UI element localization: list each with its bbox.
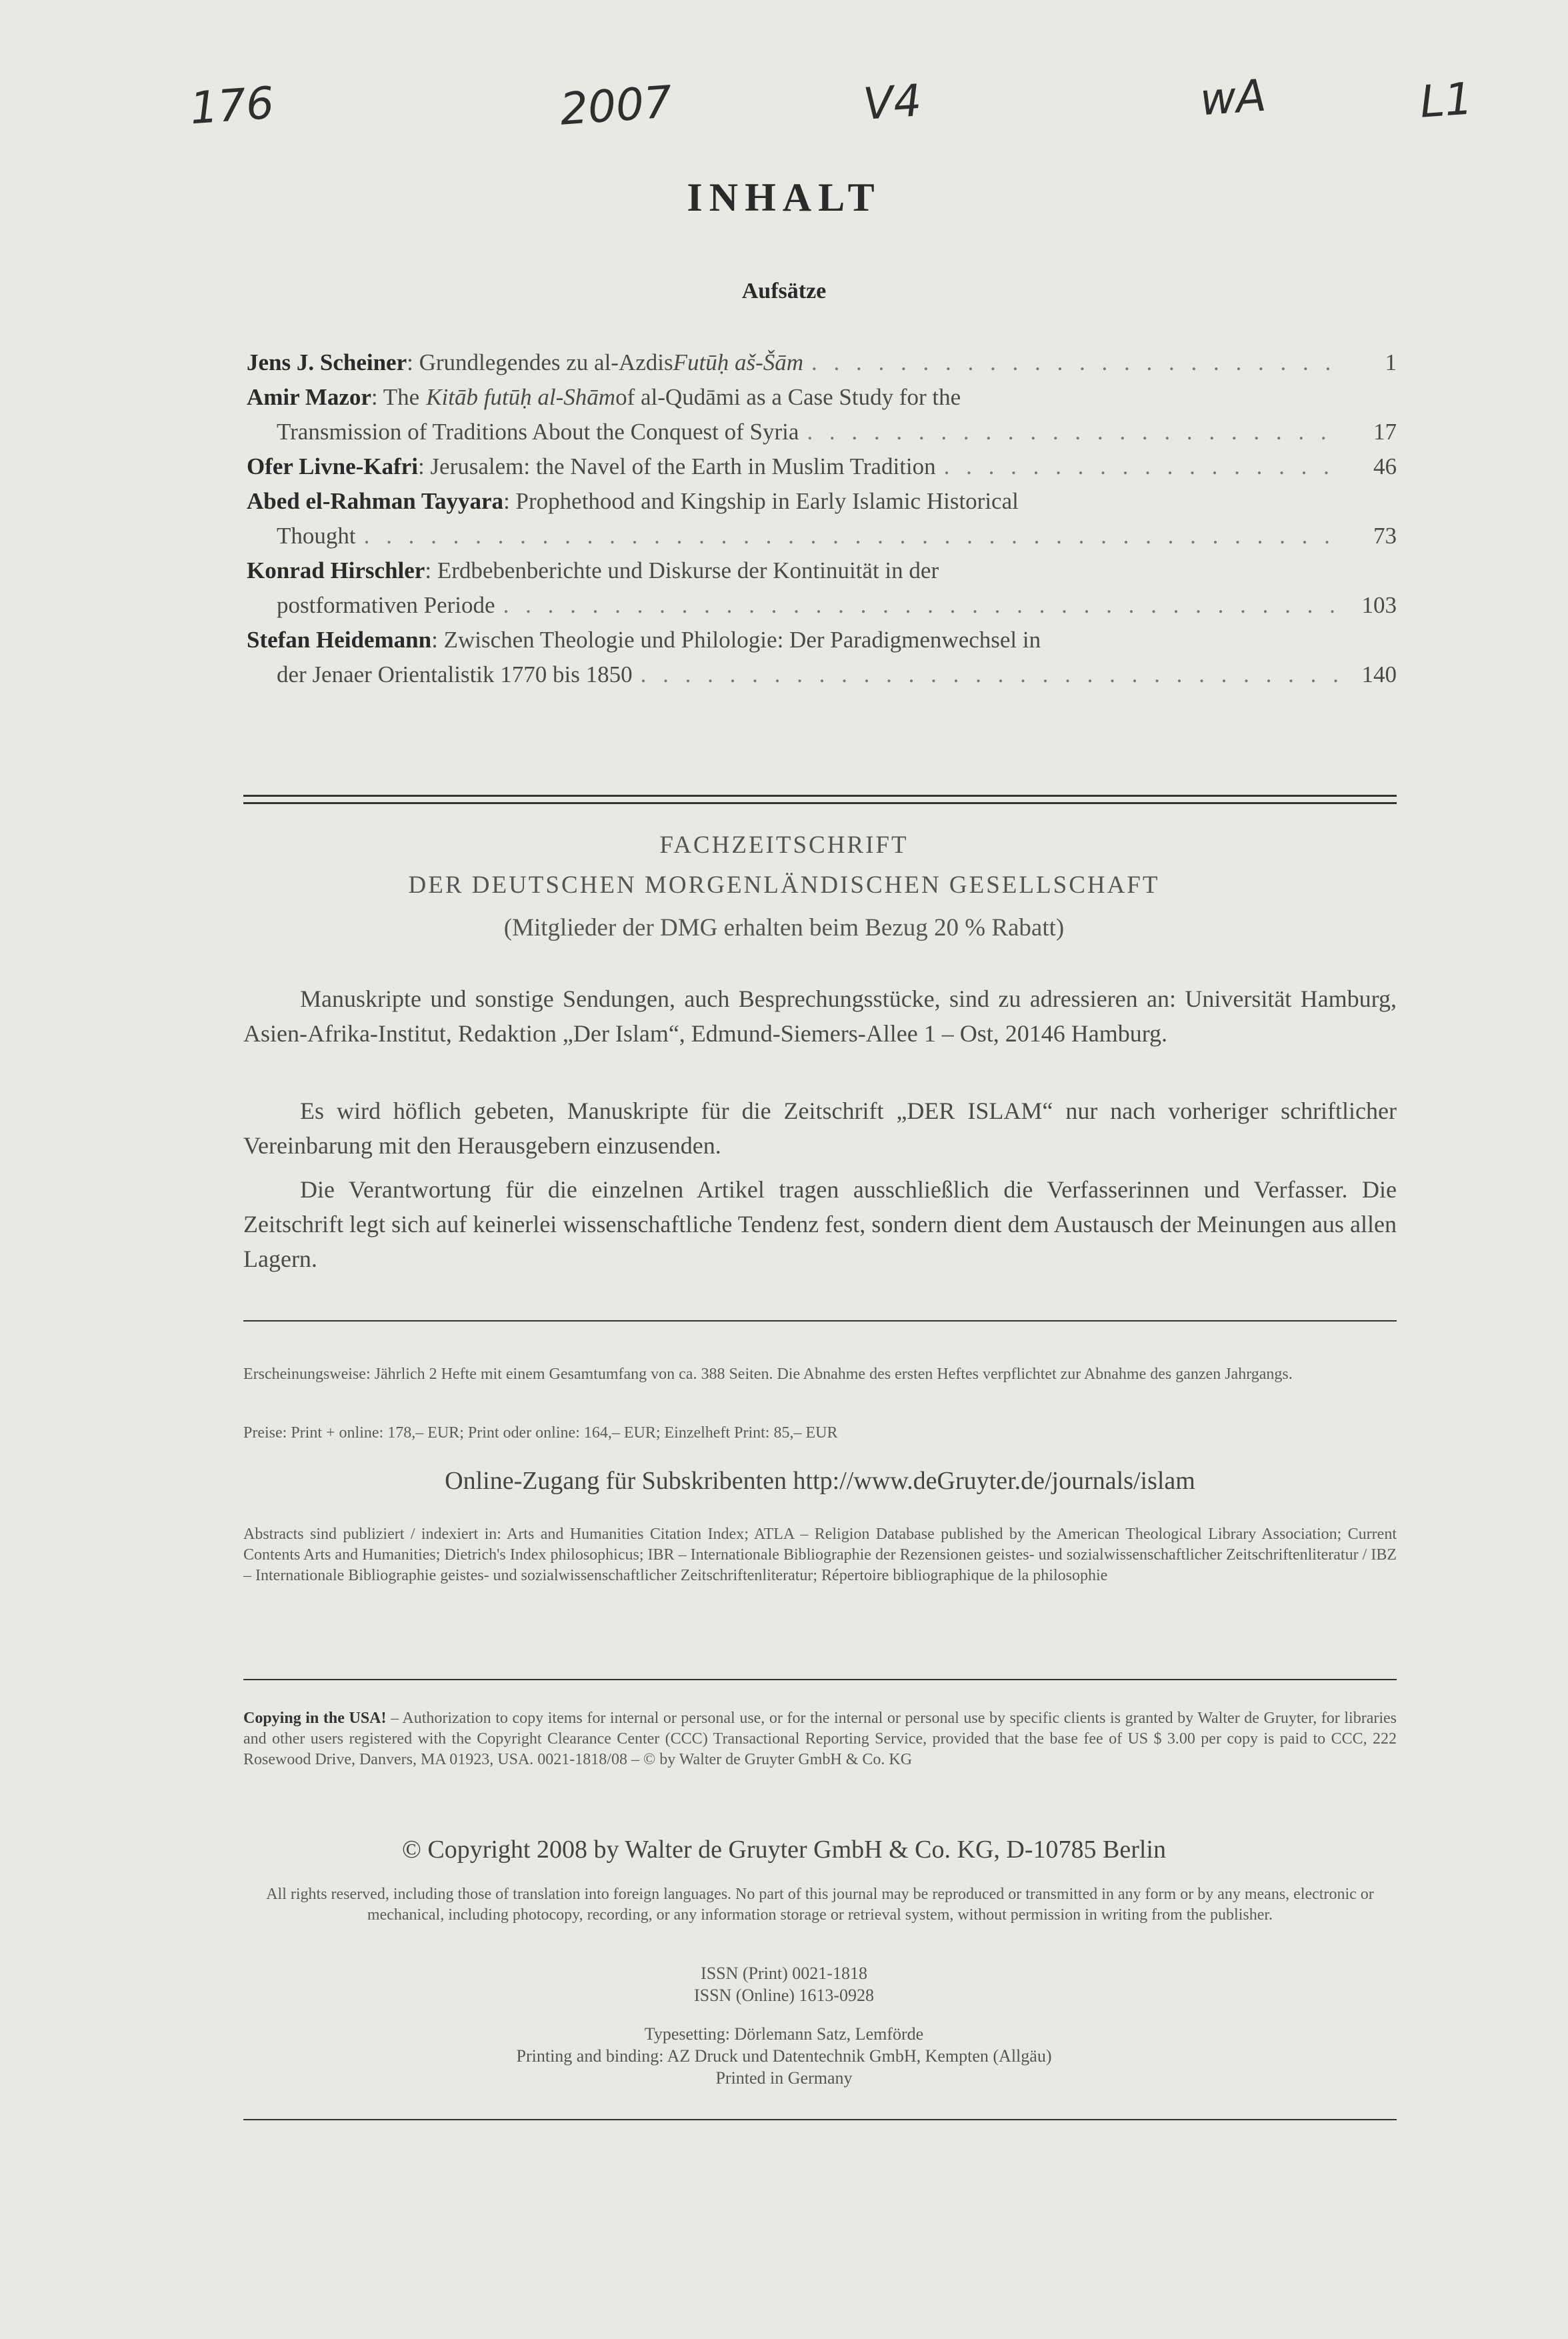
responsibility-paragraph: Die Verantwortung für die einzelnen Artikel tragen ausschließlich die Verfasserinnen und Verfasser. Die Zeitschrift legt sich auf keinerlei wissenschaftliche Tendenz fest, sondern dient dem Austausch der Meinungen aus allen Lagern. [243,1176,1397,1272]
toc-entry [247,380,1397,449]
toc-leader [944,449,1342,484]
toc-leader [641,657,1342,692]
toc-leader [364,519,1342,553]
toc-author: Ofer Livne-Kafri [247,453,418,479]
toc-title: der Jenaer Orientalistik 1770 bis 1850 [277,661,633,687]
toc-author: Konrad Hirschler [247,557,425,583]
prices: Preise: Print + online: 178,– EUR; Print oder online: 164,– EUR; Einzelheft Print: 85,– EUR [243,1424,838,1442]
abstracts-indexing: Abstracts sind publiziert / indexiert in: Arts and Humanities Citation Index; ATLA – Religion Database published by the American Theological Library Association; Current Contents Arts and Humanities; Dietrich's Index philosophicus; IBR – Internationale Bibliographie der Rezensionen geistes- und sozialwissenschaftlicher Zeitschriftenliteratur / IBZ – Internationale Bibliographie geistes- und sozialwissenschaftlicher Zeitschriftenliteratur; Répertoire bibliographique de la philosophie [243,1526,1397,1584]
toc-page: 103 [1361,592,1397,618]
toc-title: : Prophethood and Kingship in Early Islamic Historical [503,488,1019,514]
divider [243,802,1397,804]
typesetting-credit: Typesetting: Dörlemann Satz, Lemförde [644,2024,924,2044]
toc-author: Jens J. Scheiner [247,349,407,375]
toc-page: 140 [1361,661,1397,687]
section-heading: Aufsätze [741,279,827,303]
toc-page: 73 [1373,523,1397,549]
handwritten-note: 176 [188,77,276,135]
printed-in: Printed in Germany [715,2068,853,2088]
handwritten-note: 2007 [558,76,674,135]
handwritten-note: wA [1198,69,1268,126]
toc-entry [247,553,1397,623]
toc-title: : Erdbebenberichte und Diskurse der Kontinuität in der [425,557,939,583]
issn-print: ISSN (Print) 0021-1818 [701,1964,867,1983]
toc-page: 46 [1373,453,1397,479]
toc-entry [247,449,1397,484]
toc-title: postformativen Periode [277,592,495,618]
toc-title-italic: Futūḥ aš-Šām [673,349,804,375]
society-name: DER DEUTSCHEN MORGENLÄNDISCHEN GESELLSCHAFT [408,871,1160,899]
handwritten-note: V4 [861,75,923,130]
submission-paragraph: Es wird höflich gebeten, Manuskripte für die Zeitschrift „DER ISLAM“ nur nach vorheriger schriftlicher Vereinbarung mit den Herausgebern einzusenden. [243,1097,1397,1159]
toc-title: : The [371,384,420,410]
journal-type: FACHZEITSCHRIFT [659,831,909,859]
online-access: Online-Zugang für Subskribenten http://www.deGruyter.de/journals/islam [445,1467,1195,1495]
toc-title: : Grundlegendes zu al-Azdis [407,349,673,375]
issn-online: ISSN (Online) 1613-0928 [693,1986,875,2005]
divider [243,1320,1397,1322]
printing-credit: Printing and binding: AZ Druck und Datentechnik GmbH, Kempten (Allgäu) [516,2046,1052,2066]
toc-title: : Zwischen Theologie und Philologie: Der Paradigmenwechsel in [431,627,1041,653]
toc-leader [807,415,1342,449]
copying-label: Copying in the USA! [243,1710,387,1727]
toc-author: Amir Mazor [247,384,371,410]
handwritten-note: L1 [1418,73,1475,128]
member-discount: (Mitglieder der DMG erhalten beim Bezug 20 % Rabatt) [503,914,1065,941]
toc-title-italic: Kitāb futūḥ al-Shām [426,384,616,410]
toc-entry [247,345,1397,380]
toc-page: 17 [1373,419,1397,445]
submission-paragraph: Manuskripte und sonstige Sendungen, auch Besprechungsstücke, sind zu adressieren an: Universität Hamburg, Asien-Afrika-Institut, Redaktion „Der Islam“, Edmund-Siemers-Allee 1 – Ost, 20146 Hamburg. [243,985,1397,1047]
toc-title: Transmission of Traditions About the Conquest of Syria [277,419,799,445]
toc-title: of al-Qudāmi as a Case Study for the [615,384,961,410]
toc-author: Stefan Heidemann [247,627,432,653]
copying-text: – Authorization to copy items for internal or personal use, or for the internal or personal use by specific clients is granted by Walter de Gruyter, for libraries and other users registered with the Copyright Clearance Center (CCC) Transactional Reporting Service, provided that the base fee of US $ 3.00 per copy is paid to CCC, 222 Rosewood Drive, Danvers, MA 01923, USA. 0021-1818/08 – © by Walter de Gruyter GmbH & Co. KG [243,1710,1397,1768]
toc-leader [503,588,1342,623]
copying-notice [243,1708,1397,1770]
publication-frequency: Erscheinungsweise: Jährlich 2 Hefte mit einem Gesamtumfang von ca. 388 Seiten. Die Abnahme des ersten Heftes verpflichtet zur Abnahme des ganzen Jahrgangs. [243,1366,1293,1383]
page-title: INHALT [687,175,881,219]
toc-leader [811,345,1342,380]
divider [243,1679,1397,1680]
toc-page: 1 [1385,349,1397,375]
table-of-contents [247,345,1397,692]
divider [243,2119,1397,2120]
toc-entry [247,623,1397,692]
toc-author: Abed el-Rahman Tayyara [247,488,504,514]
copyright-line: © Copyright 2008 by Walter de Gruyter GmbH & Co. KG, D-10785 Berlin [402,1836,1166,1864]
divider [243,795,1397,797]
toc-title: : Jerusalem: the Navel of the Earth in Muslim Tradition [417,453,936,479]
rights-notice: All rights reserved, including those of translation into foreign languages. No part of this journal may be reproduced or transmitted in any form or by any means, electronic or mechanical, including photocopy, recording, or any information storage or retrieval system, without permission in writing from the publisher. [266,1886,1374,1924]
toc-entry [247,484,1397,553]
toc-title: Thought [277,523,356,549]
